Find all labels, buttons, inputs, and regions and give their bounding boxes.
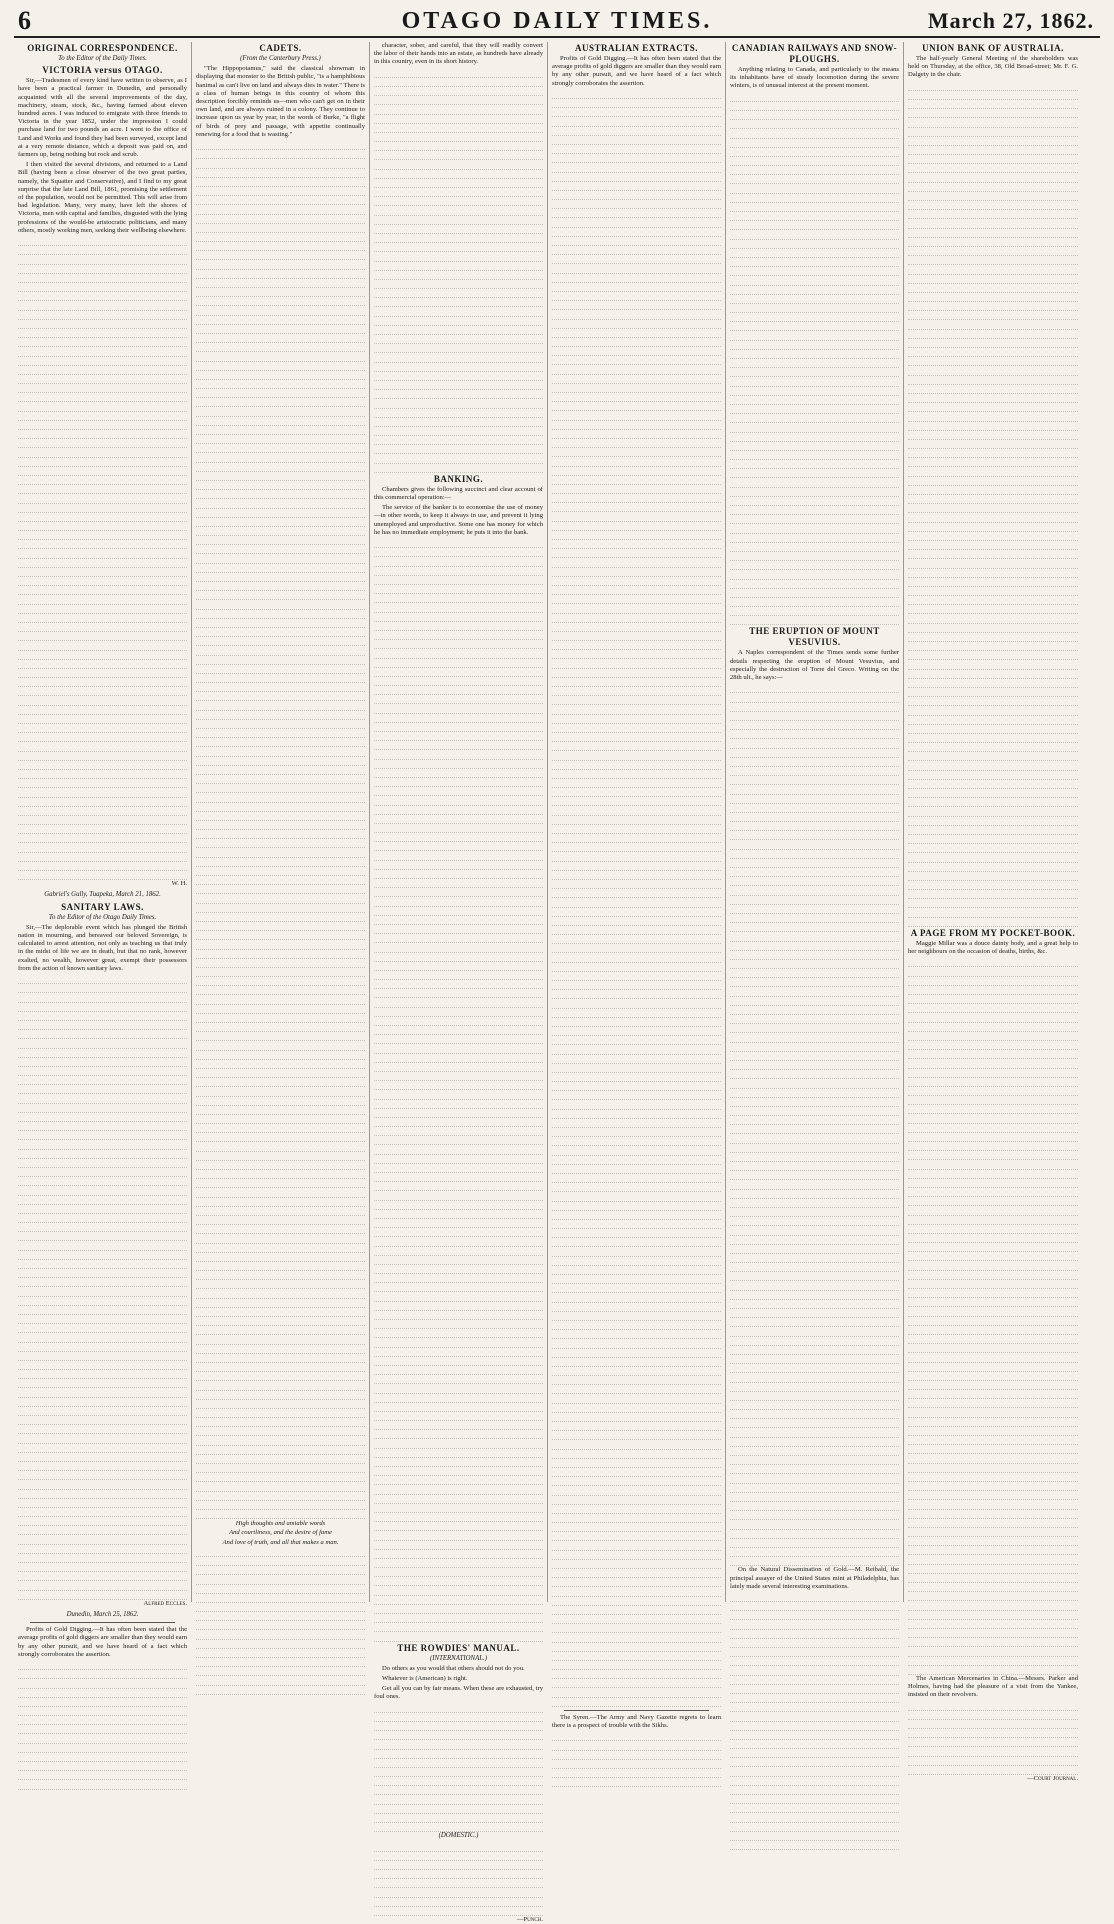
illegible-text-block bbox=[374, 539, 543, 1642]
section-divider bbox=[30, 1622, 175, 1623]
article-paragraph: character, sober, and careful, that they will readily convert the labor of their hands into an estate, as hundreds have already in this country, even in its short history. bbox=[374, 42, 543, 66]
article-signature: W. H. bbox=[171, 880, 187, 888]
article-headline: THE ERUPTION OF MOUNT VESUVIUS. bbox=[749, 626, 880, 648]
verse-line: High thoughts and amiable words bbox=[235, 1520, 326, 1528]
article-paragraph: Chambers gives the following succinct and clear account of this commercial operation:— bbox=[374, 485, 543, 502]
article-paragraph: Profits of Gold Digging.—It has often been stated that the average profits of gold diggers are smaller than they would earn by any other pursuit, and we have heard of a fact which strongly corroborates the assertion. bbox=[18, 1626, 187, 1658]
article-headline: AUSTRALIAN EXTRACTS. bbox=[574, 43, 699, 53]
article-paragraph: "The Hippopotamus," said the classical showman in displaying that monster to the British public, "is a hamphibious hanimal as can't live on land and always dies in water." There is a class of human beings in this country of whom this description forcibly reminds us—men who can't get on in their own land, and are always ruined in a colony. They continue to increase upon us year by year, in the words of Burke, "a flight of birds of prey and passage, with appetite continually renewing for a food that is wasting." bbox=[196, 65, 365, 138]
illegible-text-block bbox=[374, 1842, 543, 1916]
article-headline: VICTORIA versus OTAGO. bbox=[42, 65, 163, 76]
illegible-text-block bbox=[374, 1704, 543, 1833]
illegible-text-block bbox=[730, 93, 899, 626]
article-paragraph: The American Mercenaries in China.—Messrs. Parker and Holmes, having had the pleasure of a visit from the Yankee, insisted on their revolvers. bbox=[908, 1674, 1078, 1699]
article-headline: SANITARY LAWS. bbox=[61, 901, 144, 912]
column-3 bbox=[370, 42, 548, 1923]
illegible-text-block bbox=[730, 1593, 899, 1850]
article-signature: —Court Journal. bbox=[1027, 1775, 1078, 1782]
section-divider bbox=[564, 1710, 709, 1711]
article-paragraph: On the Natural Dissemination of Gold.—M. Reibald, the principal assayer of the United States mint at Philadelphia, has lately made several interesting examinations. bbox=[730, 1566, 899, 1590]
column-1 bbox=[14, 42, 192, 1658]
article-subline: (INTERNATIONAL.) bbox=[430, 1654, 487, 1662]
article-subline: (From the Canterbury Press.) bbox=[240, 55, 321, 62]
page-number: 6 bbox=[18, 6, 31, 35]
illegible-text-block bbox=[908, 1702, 1078, 1776]
article-subline: (DOMESTIC.) bbox=[438, 1832, 479, 1840]
illegible-text-block bbox=[18, 975, 187, 1600]
article-headline: A PAGE FROM MY POCKET-BOOK. bbox=[910, 927, 1076, 938]
article-subline: To the Editor of the Otago Daily Times. bbox=[48, 913, 157, 921]
article-paragraph: Get all you can by fair means. When these are exhausted, try foul ones. bbox=[374, 1685, 543, 1701]
masthead bbox=[14, 6, 1100, 38]
article-paragraph: I then visited the several divisions, and returned to a Land Bill (having been a close observer of the two great parties, namely, the Squatter and Conservative), and I find to my great surprise that the late Land Bill, 1861, promising the settlement of the population, would not be permitted. This will arise from bad legislation. Many, very many, have left the shores of Victoria, men with capital and families, disgusted with the lying professions of the would-be aristocratic politicians, and many others, mostly working men, seeking their wellbeing elsewhere. bbox=[18, 161, 187, 234]
column-2 bbox=[192, 42, 370, 1602]
article-paragraph: Do others as you would that others should not do you. bbox=[382, 1664, 525, 1672]
article-headline: BANKING. bbox=[433, 473, 484, 484]
article-subline: To the Editor of the Daily Times. bbox=[58, 55, 147, 62]
illegible-text-block bbox=[730, 684, 899, 1566]
article-headline: THE ROWDIES' MANUAL. bbox=[397, 1642, 520, 1653]
illegible-text-block bbox=[18, 1661, 187, 1790]
article-headline: CANADIAN RAILWAYS AND SNOW-PLOUGHS. bbox=[731, 43, 898, 64]
illegible-text-block bbox=[196, 1548, 365, 1695]
article-paragraph: Profits of Gold Digging.—It has often been stated that the average profits of gold diggers are smaller than they would earn by any other pursuit, and we have heard of a fact which strongly corroborates the assertion. bbox=[552, 55, 721, 87]
illegible-text-block bbox=[552, 90, 721, 1707]
column-5 bbox=[726, 42, 904, 1602]
issue-date: March 27, 1862. bbox=[927, 8, 1094, 33]
illegible-text-block bbox=[908, 82, 1078, 927]
article-headline: CADETS. bbox=[259, 43, 302, 53]
newspaper-title: OTAGO DAILY TIMES. bbox=[401, 8, 713, 34]
article-headline: UNION BANK OF AUSTRALIA. bbox=[922, 43, 1064, 53]
article-paragraph: A Naples correspondent of the Times sends some further details respecting the eruption of Mount Vesuvius, and especially the destruction of Torre del Greco. Writing on the 28th ult., he says:— bbox=[730, 649, 899, 682]
article-paragraph: The half-yearly General Meeting of the shareholders was held on Thursday, at the office, 38, Old Broad-street; Mr. F. G. Dalgety in the chair. bbox=[908, 55, 1078, 79]
column-container bbox=[14, 42, 1100, 1923]
column-4 bbox=[548, 42, 726, 1730]
article-headline: ORIGINAL CORRESPONDENCE. bbox=[27, 43, 178, 53]
article-signature: Alfred Eccles. bbox=[143, 1599, 187, 1607]
article-paragraph: The service of the banker is to economise the use of money—in other words, to keep it always in use, and prevent it lying unemployed and unproductive. Some one has money for which he has no immediate employment; he puts it into the bank. bbox=[374, 504, 543, 536]
article-paragraph: Sir,—Tradesmen of every kind have written to observe, as I have been a practical farmer in Dunedin, and personally acquainted with all the several improvements of the day, machinery, steam, stock, &c., having farmed about eleven hundred acres. I was induced to emigrate with three friends to Victoria in the year 1852, under the impression I could purchase land for two pounds an acre. I went to the office of Land and Works and found they had been surveyed, except land at a very remote distance, which a deposit was paid on, and farmers up, being nothing but rock and scrub. bbox=[18, 77, 187, 159]
article-subline: Gabriel's Gully, Tuapeka, March 21, 1862. bbox=[44, 891, 161, 899]
column-6 bbox=[904, 42, 1082, 1782]
article-paragraph: Sir,—The deplorable event which has plunged the British nation in mourning, and bereaved our beloved Sovereign, is calculated to arrest attention, not only as teaching us that truly in the midst of life we are in death, but that no rank, however exalted, no wealth, however great, exempt their possessors from the action of known sanitary laws. bbox=[18, 923, 187, 972]
article-signature: —Punch. bbox=[516, 1915, 543, 1923]
article-paragraph: Whatever is (American) is right. bbox=[382, 1674, 468, 1682]
illegible-text-block bbox=[552, 1732, 721, 1787]
verse-line: And love of truth, and all that makes a man. bbox=[222, 1538, 339, 1546]
article-subline: Dunedin, March 25, 1862. bbox=[66, 1610, 139, 1618]
article-paragraph: The Syren.—The Army and Navy Gazette regrets to learn there is a prospect of trouble with the Sikhs. bbox=[552, 1713, 721, 1730]
illegible-text-block bbox=[374, 69, 543, 473]
illegible-text-block bbox=[196, 141, 365, 1519]
article-paragraph: Maggie Millar was a douce dainty body, and a great help to her neighbours on the occasion of deaths, births, &c. bbox=[908, 939, 1078, 956]
verse-line: And courtliness, and the desire of fame bbox=[229, 1529, 332, 1537]
illegible-text-block bbox=[18, 237, 187, 880]
illegible-text-block bbox=[908, 958, 1078, 1675]
article-paragraph: Anything relating to Canada, and particularly to the means its inhabitants have of steady locomotion during the severe winters, is of unusual interest at the present moment. bbox=[730, 66, 899, 90]
